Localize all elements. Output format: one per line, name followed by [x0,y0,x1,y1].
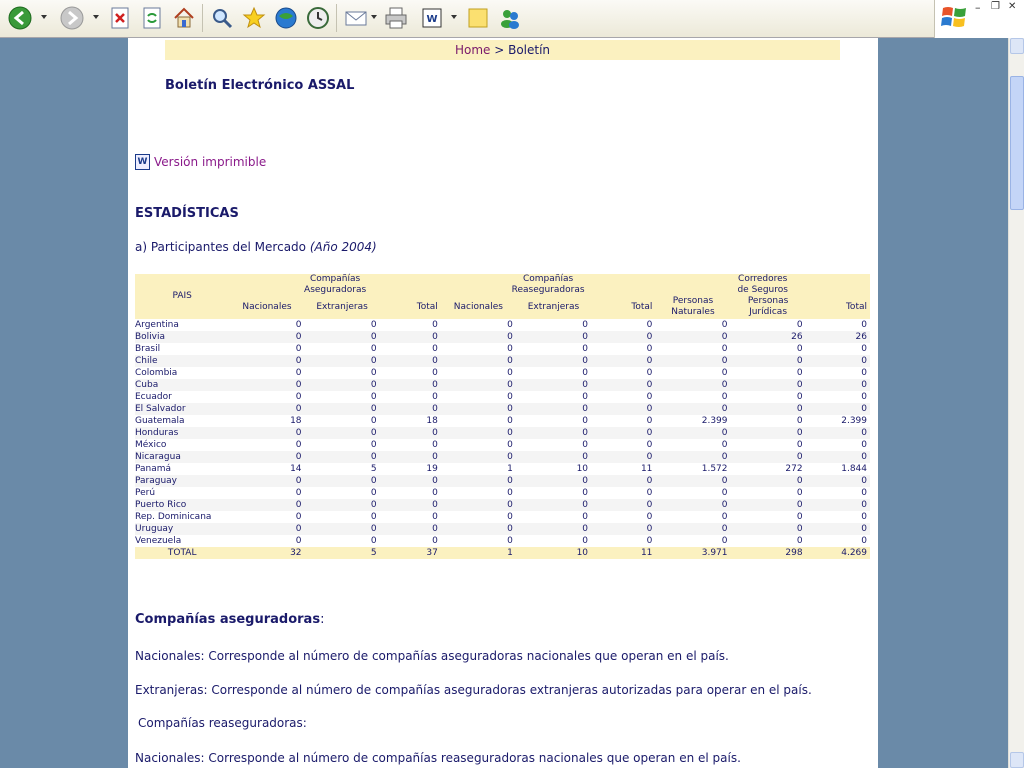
print-version-link[interactable] [135,154,266,170]
value-cell: 0 [655,523,730,535]
windows-logo-icon [941,4,969,30]
value-cell: 0 [305,475,380,487]
forward-icon[interactable] [60,6,84,30]
value-cell: 0 [591,379,655,391]
value-cell: 0 [305,355,380,367]
scroll-down-button[interactable] [1010,752,1024,768]
windows-logo-area [934,0,1024,38]
subtitle-year: (Año 2004) [309,240,377,254]
value-cell: 0 [721,440,728,450]
value-cell: 1 [507,464,513,474]
value-cell: 0 [229,475,304,487]
country-cell: Argentina [135,320,179,330]
value-cell: 0 [432,488,438,498]
value-cell: 0 [507,416,513,426]
value-cell: 0 [295,368,302,378]
country-cell: Paraguay [135,475,229,487]
value-cell: 1.572 [701,464,728,474]
value-cell: 0 [516,523,591,535]
value-cell: 0 [591,523,655,535]
table-row [135,451,870,463]
value-cell: 0 [721,344,728,354]
value-cell: 0 [370,536,377,546]
total-value-cell: 4.269 [806,547,870,559]
table-row [135,331,870,343]
value-cell: 0 [806,403,870,415]
table-row [135,415,870,427]
value-cell: 0 [305,523,380,535]
value-cell: 0 [582,512,589,522]
value-cell: 272 [785,464,803,474]
value-cell: 0 [655,379,730,391]
value-cell: 0 [507,344,513,354]
value-cell: 0 [591,475,655,487]
value-cell: 0 [721,368,728,378]
value-cell: 0 [591,331,655,343]
value-cell: 0 [507,320,513,330]
value-cell: 0 [370,512,377,522]
value-cell: 0 [655,451,730,463]
country-cell: Chile [135,355,229,367]
value-cell: 0 [516,403,591,415]
edit-icon[interactable] [420,6,444,30]
value-cell: 0 [380,379,441,391]
favorites-icon[interactable] [242,6,266,30]
value-cell: 0 [655,355,730,367]
table-row [135,403,870,415]
table-row [135,343,870,355]
total-value-cell: 3.971 [655,547,730,559]
forward-dropdown-icon[interactable] [93,15,99,19]
country-cell: Puerto Rico [135,499,229,511]
value-cell: 0 [646,440,653,450]
table-row [135,511,870,523]
value-cell: 0 [591,499,655,511]
value-cell: 1.844 [841,464,867,474]
value-cell: 0 [655,403,730,415]
value-cell: 0 [295,392,302,402]
definition-reaseguradoras-heading: Compañías reaseguradoras: [138,716,307,730]
value-cell: 0 [370,344,377,354]
value-cell: 0 [295,488,302,498]
value-cell: 0 [441,355,516,367]
value-cell: 0 [432,320,438,330]
country-cell: Guatemala [135,416,185,426]
value-cell: 2.399 [701,416,728,426]
value-cell: 0 [646,536,653,546]
value-cell: 11 [640,464,653,474]
value-cell: 14 [290,464,302,474]
value-cell: 0 [582,440,589,450]
value-cell: 0 [229,331,304,343]
value-cell: 0 [305,427,380,439]
country-cell: Uruguay [135,523,229,535]
value-cell: 0 [731,403,806,415]
country-cell: Colombia [135,368,178,378]
value-cell: 0 [441,331,516,343]
value-cell: 0 [731,427,806,439]
definitions-heading-suffix: : [320,612,325,627]
back-icon[interactable] [8,6,32,30]
value-cell: 0 [731,499,806,511]
value-cell: 0 [721,512,728,522]
value-cell: 0 [582,368,589,378]
value-cell: 0 [646,344,653,354]
minimize-button[interactable]: – [975,1,981,14]
table-row [135,475,870,487]
column-header: Nacionales [441,296,516,319]
value-cell: 10 [576,464,589,474]
value-cell: 0 [721,488,728,498]
value-cell: 0 [731,451,806,463]
value-cell: 0 [370,488,377,498]
value-cell: 2.399 [841,416,867,426]
value-cell: 0 [806,379,870,391]
svg-text:W: W [426,14,438,25]
search-icon[interactable] [210,6,234,30]
table-row [135,379,870,391]
value-cell: 0 [441,403,516,415]
value-cell: 0 [861,512,867,522]
restore-button[interactable]: ❐ [991,1,1000,12]
value-cell: 0 [516,331,591,343]
value-cell: 0 [646,392,653,402]
table-row [135,523,870,535]
market-participants-table [135,274,870,559]
scroll-up-button[interactable] [1010,38,1024,54]
value-cell: 0 [516,427,591,439]
value-cell: 0 [380,355,441,367]
country-cell: México [135,440,167,450]
value-cell: 0 [646,320,653,330]
table-row [135,319,870,331]
page-title: Boletín Electrónico ASSAL [165,78,355,93]
value-cell: 0 [806,475,870,487]
value-cell: 26 [731,331,806,343]
stop-icon[interactable] [108,6,132,30]
value-cell: 0 [507,368,513,378]
value-cell: 19 [426,464,438,474]
value-cell: 0 [806,499,870,511]
value-cell: 0 [591,427,655,439]
value-cell: 0 [796,512,803,522]
value-cell: 0 [591,403,655,415]
value-cell: 0 [806,523,870,535]
value-cell: 0 [229,451,304,463]
column-header: Extranjeras [305,296,380,319]
value-cell: 0 [370,320,377,330]
definition-nacionales: Nacionales: Corresponde al número de compañías aseguradoras nacionales que operan en el país. [135,649,729,663]
value-cell: 0 [441,475,516,487]
table-row [135,535,870,547]
media-icon[interactable] [274,6,298,30]
total-value-cell: 10 [516,547,591,559]
refresh-icon[interactable] [140,6,164,30]
value-cell: 0 [432,512,438,522]
definitions-heading [135,612,324,627]
breadcrumb-current: Boletín [508,43,551,57]
total-row [135,547,870,559]
value-cell: 0 [305,331,380,343]
value-cell: 0 [796,416,803,426]
country-cell: Nicaragua [135,451,229,463]
value-cell: 0 [516,355,591,367]
value-cell: 0 [295,344,302,354]
value-cell: 0 [861,536,867,546]
value-cell: 18 [290,416,302,426]
value-cell: 0 [582,536,589,546]
column-header: Personas Jurídicas [731,296,806,319]
total-label: TOTAL [135,547,229,559]
header-pais: PAIS [135,274,229,319]
value-cell: 0 [655,427,730,439]
value-cell: 0 [646,512,653,522]
country-cell: Bolivia [135,331,229,343]
value-cell: 0 [305,379,380,391]
value-cell: 0 [432,368,438,378]
breadcrumb [165,40,840,60]
table-row [135,367,870,379]
value-cell: 0 [796,368,803,378]
value-cell: 0 [229,355,304,367]
country-cell: Panamá [135,464,172,474]
value-cell: 0 [796,320,803,330]
value-cell: 0 [582,392,589,402]
definition-extranjeras: Extranjeras: Corresponde al número de compañías aseguradoras extranjeras autorizadas para operar en el país. [135,683,812,697]
value-cell: 0 [591,451,655,463]
value-cell: 0 [441,499,516,511]
table-row [135,355,870,367]
history-icon[interactable] [306,6,330,30]
value-cell: 0 [380,403,441,415]
value-cell: 0 [861,368,867,378]
value-cell: 0 [721,536,728,546]
value-cell: 0 [229,403,304,415]
table-row [135,499,870,511]
value-cell: 0 [441,379,516,391]
country-cell: Honduras [135,427,229,439]
value-cell: 0 [380,331,441,343]
column-header: Total [380,296,441,319]
value-cell: 0 [380,451,441,463]
definition-nacionales-reaseguradoras: Nacionales: Corresponde al número de compañías reaseguradoras nacionales que operan en el país. [135,751,741,765]
value-cell: 0 [507,392,513,402]
table-row [135,427,870,439]
value-cell: 0 [441,451,516,463]
country-cell: Venezuela [135,536,182,546]
value-cell: 0 [370,416,377,426]
value-cell: 0 [646,368,653,378]
value-cell: 0 [516,475,591,487]
column-header: Total [591,296,655,319]
value-cell: 0 [796,344,803,354]
column-header: Personas Naturales [655,296,730,319]
value-cell: 0 [796,440,803,450]
total-value-cell: 1 [441,547,516,559]
country-cell: Rep. Dominicana [135,512,212,522]
browser-toolbar [0,0,1024,38]
vertical-scrollbar[interactable] [1008,38,1024,768]
value-cell: 0 [582,416,589,426]
back-dropdown-icon[interactable] [41,15,47,19]
mail-icon[interactable] [344,6,368,30]
country-cell: Cuba [135,379,229,391]
value-cell: 0 [655,331,730,343]
value-cell: 0 [516,379,591,391]
value-cell: 0 [731,379,806,391]
value-cell: 0 [229,379,304,391]
value-cell: 0 [861,392,867,402]
country-cell: Perú [135,488,156,498]
messenger-icon[interactable] [498,6,522,30]
value-cell: 0 [229,499,304,511]
value-cell: 0 [806,427,870,439]
value-cell: 0 [370,392,377,402]
value-cell: 0 [582,320,589,330]
mail-dropdown-icon[interactable] [371,15,377,19]
total-value-cell: 37 [380,547,441,559]
value-cell: 0 [796,536,803,546]
subtitle-text: a) Participantes del Mercado [135,240,310,254]
value-cell: 0 [582,488,589,498]
discuss-icon[interactable] [466,6,490,30]
country-cell: El Salvador [135,403,229,415]
value-cell: 0 [295,512,302,522]
table-row [135,439,870,451]
value-cell: 0 [441,523,516,535]
value-cell: 0 [507,488,513,498]
value-cell: 0 [806,451,870,463]
value-cell: 0 [507,536,513,546]
close-button[interactable]: ✕ [1008,1,1017,12]
print-icon[interactable] [384,6,408,30]
table-row [135,463,870,475]
value-cell: 0 [380,523,441,535]
value-cell: 0 [591,355,655,367]
value-cell: 0 [295,440,302,450]
table-row [135,487,870,499]
value-cell: 0 [646,416,653,426]
value-cell: 0 [655,475,730,487]
country-cell: Ecuador [135,392,172,402]
value-cell: 0 [516,451,591,463]
value-cell: 0 [380,475,441,487]
column-header: Nacionales [229,296,304,319]
value-cell: 0 [432,440,438,450]
table-subtitle [135,240,377,254]
value-cell: 0 [305,403,380,415]
value-cell: 0 [516,499,591,511]
value-cell: 5 [370,464,377,474]
value-cell: 0 [796,488,803,498]
table-row [135,391,870,403]
value-cell: 0 [731,355,806,367]
value-cell: 0 [295,320,302,330]
value-cell: 0 [380,427,441,439]
value-cell: 0 [731,475,806,487]
breadcrumb-home-link[interactable]: Home [454,43,491,57]
header-group-reaseguradoras: Compañías Reaseguradoras [441,274,656,296]
definitions-heading-text: Compañías aseguradoras [135,612,321,627]
value-cell: 0 [432,392,438,402]
header-group-corredores: Corredores de Seguros [655,274,870,296]
country-cell: Brasil [135,344,161,354]
value-cell: 0 [305,451,380,463]
breadcrumb-separator: > [490,43,509,57]
value-cell: 0 [305,499,380,511]
total-value-cell: 298 [731,547,806,559]
value-cell: 0 [861,320,867,330]
total-value-cell: 11 [591,547,655,559]
scroll-thumb[interactable] [1010,76,1024,210]
value-cell: 0 [441,427,516,439]
page-content [128,38,878,768]
value-cell: 0 [731,523,806,535]
value-cell: 0 [861,488,867,498]
value-cell: 0 [229,427,304,439]
home-icon[interactable] [172,6,196,30]
value-cell: 26 [806,331,870,343]
column-header: Extranjeras [516,296,591,319]
value-cell: 0 [432,344,438,354]
edit-dropdown-icon[interactable] [451,15,457,19]
print-version-label[interactable]: Versión imprimible [154,155,267,169]
header-group-aseguradoras: Compañías Aseguradoras [229,274,440,296]
value-cell: 0 [721,320,728,330]
column-header: Total [806,296,870,319]
section-title: ESTADÍSTICAS [135,206,239,221]
value-cell: 0 [370,440,377,450]
value-cell: 0 [806,355,870,367]
value-cell: 0 [432,536,438,546]
value-cell: 0 [582,344,589,354]
value-cell: 0 [861,344,867,354]
word-document-icon: W [135,154,150,170]
value-cell: 0 [380,499,441,511]
value-cell: 18 [426,416,438,426]
value-cell: 0 [796,392,803,402]
value-cell: 0 [507,512,513,522]
value-cell: 0 [721,392,728,402]
value-cell: 0 [861,440,867,450]
value-cell: 0 [295,536,302,546]
total-value-cell: 32 [229,547,304,559]
total-value-cell: 5 [305,547,380,559]
value-cell: 0 [370,368,377,378]
value-cell: 0 [507,440,513,450]
value-cell: 0 [655,499,730,511]
value-cell: 0 [229,523,304,535]
value-cell: 0 [646,488,653,498]
